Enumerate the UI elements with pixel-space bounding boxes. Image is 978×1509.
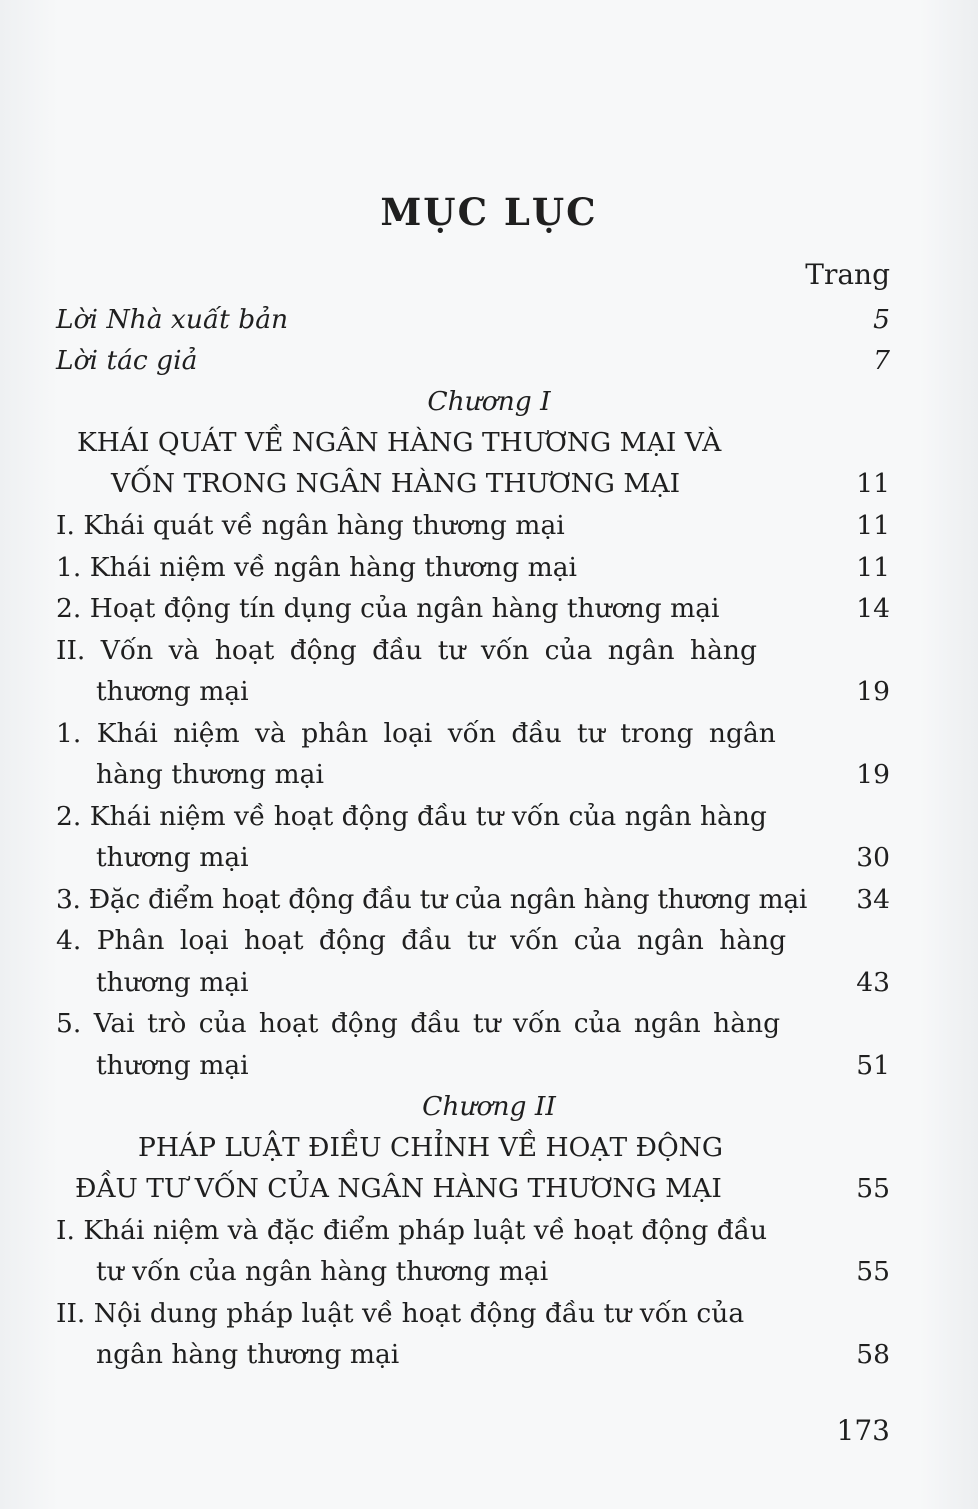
toc-entry-page: 11: [856, 510, 890, 541]
toc-entry: [0, 880, 978, 920]
chapter-label: [0, 1087, 978, 1127]
toc-entry: [0, 921, 978, 961]
chapter-heading-text: VỐN TRONG NGÂN HÀNG THƯƠNG MẠI: [111, 468, 681, 499]
toc-entry-page: 11: [856, 552, 890, 583]
chapter-heading: [0, 1128, 978, 1168]
chapter-heading: [0, 423, 978, 463]
toc-entry-page: 43: [856, 967, 890, 998]
toc-entry-continuation: [0, 1046, 978, 1086]
toc-entry-page: 14: [856, 593, 890, 624]
toc-entry: [0, 714, 978, 754]
toc-entry-text: thương mại: [96, 967, 249, 998]
chapter-heading-text: PHÁP LUẬT ĐIỀU CHỈNH VỀ HOẠT ĐỘNG: [138, 1132, 724, 1163]
toc-entry-page: 11: [856, 468, 890, 499]
toc-entry-text: 2. Hoạt động tín dụng của ngân hàng thương mại: [56, 593, 720, 624]
chapter-heading: [0, 464, 978, 504]
toc-entry-continuation: [0, 1252, 978, 1292]
chapter-heading-text: KHÁI QUÁT VỀ NGÂN HÀNG THƯƠNG MẠI VÀ: [77, 427, 722, 458]
page-title: MỤC LỤC: [380, 190, 598, 234]
chapter-label: [0, 382, 978, 422]
toc-entry-text: II. Nội dung pháp luật về hoạt động đầu tư vốn của: [56, 1298, 745, 1329]
toc-entry-continuation: [0, 963, 978, 1003]
toc-entry-text: 3. Đặc điểm hoạt động đầu tư của ngân hàng thương mại: [56, 884, 808, 915]
toc-entry: [0, 631, 978, 671]
toc-entry: [0, 1211, 978, 1251]
toc-entry-continuation: [0, 1335, 978, 1375]
toc-entry-text: 1. Khái niệm và phân loại vốn đầu tư trong ngân: [56, 718, 776, 749]
toc-entry-text: II. Vốn và hoạt động đầu tư vốn của ngân hàng: [56, 635, 757, 666]
toc-entry-page: 34: [856, 884, 890, 915]
toc-entry: [0, 548, 978, 588]
toc-entry-continuation: [0, 755, 978, 795]
toc-entry: [0, 797, 978, 837]
toc-entry-text: Lời Nhà xuất bản: [56, 304, 289, 335]
toc-entry: [0, 341, 978, 381]
chapter-label-text: Chương I: [427, 386, 551, 417]
toc-entry-text: hàng thương mại: [96, 759, 324, 790]
toc-entry-page: 19: [856, 759, 890, 790]
toc-entry-page: 58: [856, 1339, 890, 1370]
toc-entry-text: thương mại: [96, 676, 249, 707]
toc-entry-text: 1. Khái niệm về ngân hàng thương mại: [56, 552, 577, 583]
toc-entry-text: Lời tác giả: [56, 345, 198, 376]
chapter-heading: [0, 1169, 978, 1209]
toc-entry-text: I. Khái quát về ngân hàng thương mại: [56, 510, 565, 541]
toc-entry: [0, 506, 978, 546]
toc-entry-text: thương mại: [96, 1050, 249, 1081]
toc-entry-text: I. Khái niệm và đặc điểm pháp luật về hoạt động đầu: [56, 1215, 768, 1246]
toc-entry: [0, 1294, 978, 1334]
chapter-heading-text: ĐẦU TƯ VỐN CỦA NGÂN HÀNG THƯƠNG MẠI: [75, 1173, 722, 1204]
toc-entry-text: 5. Vai trò của hoạt động đầu tư vốn của ngân hàng: [56, 1008, 781, 1039]
page-number: 173: [836, 1414, 890, 1447]
toc-entry-text: ngân hàng thương mại: [96, 1339, 400, 1370]
toc-entry: [0, 300, 978, 340]
chapter-label-text: Chương II: [422, 1091, 556, 1122]
toc-entry-text: 4. Phân loại hoạt động đầu tư vốn của ngân hàng: [56, 925, 787, 956]
toc-entry: [0, 1004, 978, 1044]
toc-entry-page: 55: [856, 1173, 890, 1204]
toc-entry-page: 7: [873, 345, 890, 376]
toc-entry-page: 51: [856, 1050, 890, 1081]
toc-entry-page: 30: [856, 842, 890, 873]
toc-entry-text: 2. Khái niệm về hoạt động đầu tư vốn của ngân hàng: [56, 801, 767, 832]
toc-entry-text: thương mại: [96, 842, 249, 873]
toc-entry-page: 19: [856, 676, 890, 707]
toc-entry-continuation: [0, 838, 978, 878]
toc-entry: [0, 589, 978, 629]
toc-entry-text: tư vốn của ngân hàng thương mại: [96, 1256, 549, 1287]
toc-entry-continuation: [0, 672, 978, 712]
toc-entry-page: 55: [856, 1256, 890, 1287]
page-column-header: Trang: [805, 258, 890, 291]
toc-entry-page: 5: [873, 304, 890, 335]
